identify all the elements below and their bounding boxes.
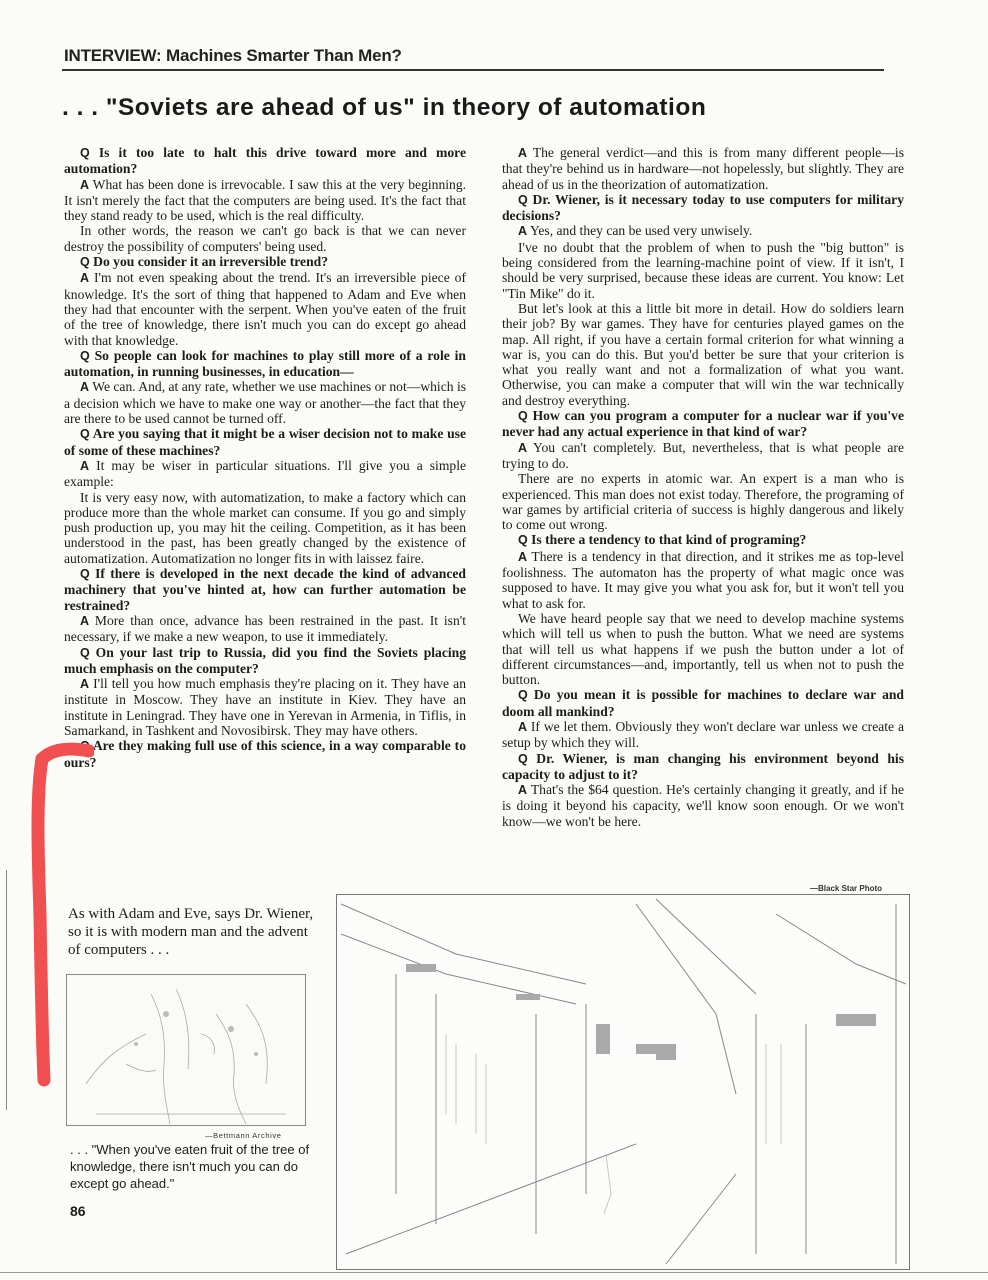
paragraph-text: I'll tell you how much emphasis they're placing on it. They have an institute in Moscow. They have an institute in Kiev. They have an institute in Leningrad. They have one in Yerevan in Armenia, in Tiflis, in Samarkand, in Tashkent and Novosibirsk. They may have others. xyxy=(64,676,466,738)
page-edge-line xyxy=(6,870,7,1110)
paragraph-a xyxy=(502,782,904,829)
answer-marker: A xyxy=(518,783,528,798)
question-marker: Q xyxy=(80,739,90,754)
answer-marker: A xyxy=(518,549,528,564)
paragraph-text: If we let them. Obviously they won't declare war unless we create a setup by which they will. xyxy=(502,718,904,751)
photo-credit-large: —Black Star Photo xyxy=(810,884,883,893)
caption-top xyxy=(68,905,318,959)
running-header: INTERVIEW: Machines Smarter Than Men? xyxy=(64,46,402,65)
paragraph-p xyxy=(502,471,904,532)
paragraph-q xyxy=(502,751,904,783)
header-rule xyxy=(62,69,884,71)
paragraph-text: Do you mean it is possible for machines to declare war and doom all mankind? xyxy=(502,687,904,719)
paragraph-a xyxy=(502,549,904,611)
paragraph-text: We have heard people say that we need to develop machine systems which will tell us when to push the button. What we need are systems that will tell us what happens if we push the button under a lot of different circumstances—and, importantly, tell us when not to push the button. xyxy=(502,610,904,688)
paragraph-q xyxy=(64,566,466,613)
question-marker: Q xyxy=(80,348,90,363)
paragraph-text: You can't completely. But, nevertheless, that is what people are trying to do. xyxy=(502,439,904,471)
paragraph-q xyxy=(64,254,466,270)
paragraph-text: I've no doubt that the problem of when to push the "big button" is being considered from the learning-machine point of view. If it isn't, I should be very surprised, because these ideas are current. You know: Let "Tin Mike" do it. xyxy=(502,239,904,301)
paragraph-text: I'm not even speaking about the trend. It's an irreversible piece of knowledge. It's the sort of thing that happened to Adam and Eve when they had that encounter with the serpent. When you've eaten of the fruit of the tree of knowledge, there isn't much you can do except go ahead with that knowledge. xyxy=(64,270,466,348)
answer-marker: A xyxy=(80,380,90,395)
paragraph-a xyxy=(64,613,466,645)
computer-room-photo xyxy=(336,894,910,1270)
answer-marker: A xyxy=(80,458,90,473)
paragraph-q xyxy=(64,348,466,380)
paragraph-q xyxy=(502,687,904,719)
paragraph-a xyxy=(64,676,466,738)
bottom-rule xyxy=(0,1272,988,1273)
paragraph-text: Yes, and they can be used very unwisely. xyxy=(529,223,753,239)
answer-marker: A xyxy=(80,613,90,628)
paragraph-text: There is a tendency in that direction, and it strikes me as top-level foolishness. The automaton has the property of what magic once was supposed to have. It may give you what you ask for, but it won't tell you what to ask for. xyxy=(502,548,905,611)
answer-marker: A xyxy=(518,146,528,160)
answer-marker: A xyxy=(518,440,528,455)
paragraph-a xyxy=(502,719,904,751)
caption-top-text: As with Adam and Eve, says Dr. Wiener, so it is with modern man and the advent of computers . . . xyxy=(68,906,314,958)
page-number: 86 xyxy=(70,1203,86,1219)
question-marker: Q xyxy=(518,533,528,548)
paragraph-text: If there is developed in the next decade the kind of advanced machinery that you've hinted at, how can further automation be restrained? xyxy=(64,566,466,613)
paragraph-text: Are you saying that it might be a wiser decision not to make use of some of these machines? xyxy=(64,426,467,458)
question-marker: Q xyxy=(518,688,528,703)
paragraph-text: But let's look at this a little bit more in detail. How do soldiers learn their job? By war games. They have for centuries played games on the map. All right, if you have a certain formal criterion for what winning a war is, you can do this. But you'd better be sure that your criterion is what you really want and not a formalization of what you want. Otherwise, you can make a computer that will win the war technically and destroy everything. xyxy=(502,300,904,408)
question-marker: Q xyxy=(80,146,90,160)
question-marker: Q xyxy=(518,409,528,424)
paragraph-a xyxy=(64,270,466,347)
paragraph-a xyxy=(502,223,904,239)
paragraph-a xyxy=(502,145,904,192)
paragraph-text: It may be wiser in particular situations. I'll give you a simple example: xyxy=(64,457,466,490)
paragraph-q xyxy=(64,145,466,177)
paragraph-a xyxy=(64,458,466,490)
paragraph-a xyxy=(502,440,904,472)
paragraph-text: Is there a tendency to that kind of programing? xyxy=(531,532,807,548)
paragraph-q xyxy=(64,426,466,458)
paragraph-text: So people can look for machines to play still more of a role in automation, in running businesses, in education— xyxy=(64,347,466,380)
paragraph-a xyxy=(64,379,466,426)
paragraph-text: How can you program a computer for a nuclear war if you've never had any actual experience in that kind of war? xyxy=(502,408,904,440)
paragraph-q xyxy=(64,738,466,770)
answer-marker: A xyxy=(80,177,90,192)
left-column xyxy=(64,145,466,770)
question-marker: Q xyxy=(80,567,90,582)
paragraph-text: The general verdict—and this is from many different people—is that they're behind us in hardware—not hopelessly, but slightly. They are ahead of us in the theorization of automatization. xyxy=(502,145,904,192)
question-marker: Q xyxy=(518,751,528,766)
red-marker-annotation xyxy=(14,735,94,1095)
paragraph-text: On your last trip to Russia, did you find the Soviets placing much emphasis on the computer? xyxy=(64,644,466,676)
paragraph-a xyxy=(64,177,466,224)
paragraph-q xyxy=(64,645,466,677)
paragraph-text: Dr. Wiener, is it necessary today to use computers for military decisions? xyxy=(502,191,904,224)
question-marker: Q xyxy=(80,645,90,660)
caption-bottom: . . . "When you've eaten fruit of the tree of knowledge, there isn't much you can do except go ahead." xyxy=(70,1142,310,1191)
question-marker: Q xyxy=(80,255,90,270)
paragraph-text: Are they making full use of this science, in a way comparable to ours? xyxy=(64,738,466,770)
paragraph-q xyxy=(502,408,904,440)
paragraph-p xyxy=(64,223,466,254)
paragraph-text: Is it too late to halt this drive toward more and more automation? xyxy=(64,145,466,177)
paragraph-text: Do you consider it an irreversible trend? xyxy=(93,254,328,270)
paragraph-p xyxy=(502,240,904,301)
question-marker: Q xyxy=(80,427,90,442)
headline: . . . "Soviets are ahead of us" in theory of automation xyxy=(62,94,707,121)
paragraph-q xyxy=(502,192,904,224)
paragraph-text: There are no experts in atomic war. An expert is a man who is experienced. This man does not exist today. Therefore, the programing of war games by artificial criteria of success is highly dangerous and likely to come out wrong. xyxy=(502,471,904,533)
paragraph-text: That's the $64 question. He's certainly changing it greatly, and if he is doing it beyond his capacity, we'll know soon enough. Or we won't know—we won't be here. xyxy=(502,782,904,829)
photo-credit-small: —Bettmann Archive xyxy=(205,1131,282,1140)
paragraph-q xyxy=(502,532,904,548)
answer-marker: A xyxy=(80,677,90,692)
paragraph-p xyxy=(64,490,466,566)
paragraph-p xyxy=(502,301,904,408)
paragraph-text: More than once, advance has been restrained in the past. It isn't necessary, if we make a new weapon, to use it immediately. xyxy=(64,612,466,645)
paragraph-p xyxy=(502,611,904,687)
paragraph-text: It is very easy now, with automatization, to make a factory which can produce more than the whole market can consume. If you go and simply push production up, you may hit the ceiling. Competition, as it has been understood in the past, has been greatly changed by the existence of automatization. Automatization no longer fits in with laissez faire. xyxy=(64,489,466,566)
right-column xyxy=(502,145,904,829)
engraving-photo xyxy=(66,974,306,1126)
question-marker: Q xyxy=(518,192,528,207)
paragraph-text: Dr. Wiener, is man changing his environment beyond his capacity to adjust to it? xyxy=(502,750,904,782)
answer-marker: A xyxy=(518,719,528,734)
paragraph-text: In other words, the reason we can't go back is that we can never destroy the possibility of computers' being used. xyxy=(64,223,466,254)
paragraph-text: What has been done is irrevocable. I saw this at the very beginning. It isn't merely the fact that the computers are being used. It's the fact that they stand ready to be used, which is the real difficulty. xyxy=(64,176,467,224)
answer-marker: A xyxy=(518,224,528,239)
answer-marker: A xyxy=(80,271,90,286)
paragraph-text: We can. And, at any rate, whether we use machines or not—which is a decision which we have to make one way or another—the fact that they are there to be used cannot be turned off. xyxy=(64,379,467,427)
